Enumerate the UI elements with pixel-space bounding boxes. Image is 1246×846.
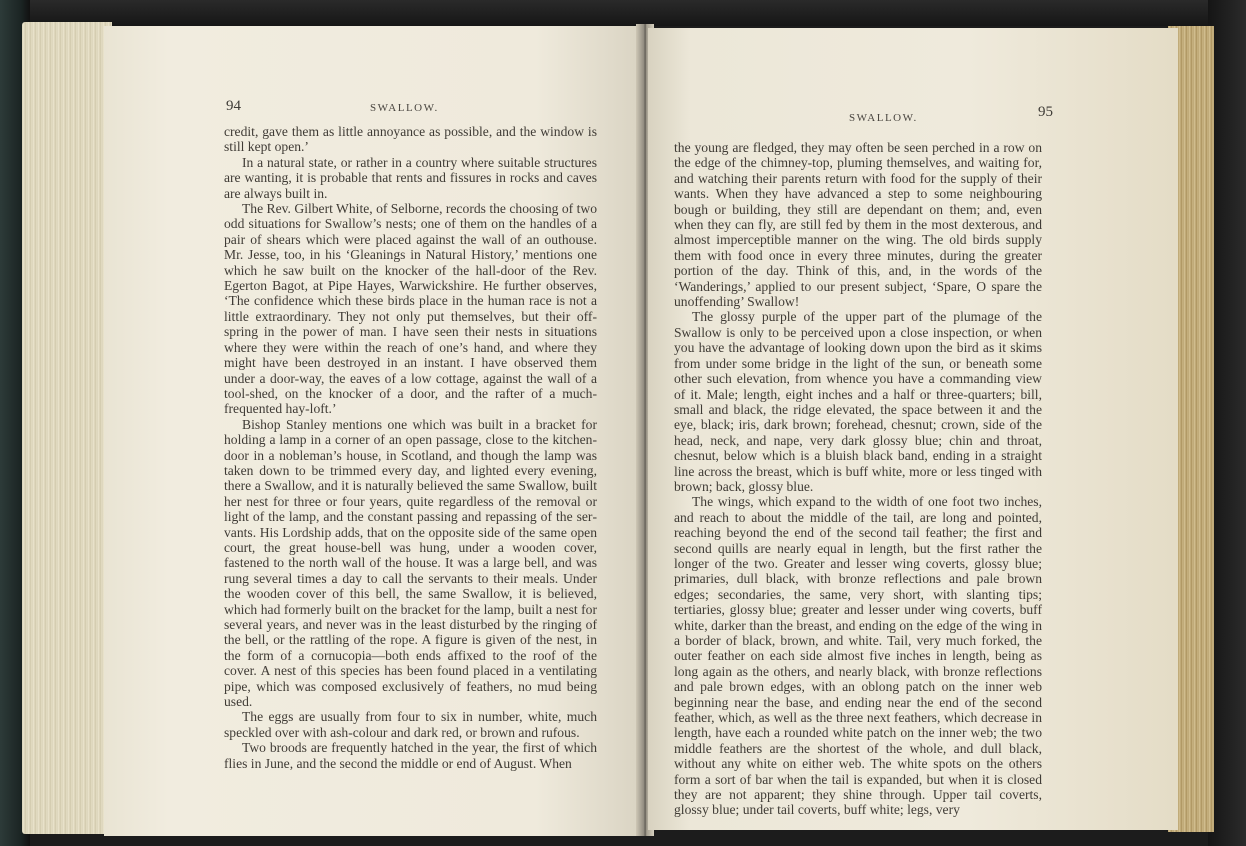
- left-page-stack-edge: [22, 22, 112, 834]
- left-page-body: [224, 124, 597, 771]
- paragraph: Bishop Stanley mentions one which was built in a bracket for holding a lamp in a corner of an open passage, close to the kitchen-door in a nobleman’s house, in Scotland, and though the lamp was taken down to be trimmed every day, and lighted every evening, there a Swallow, and it is naturally believed the same Swallow, built her nest for three or four years, quite regardless of the removal or light of the lamp, and the constant passing and repassing of the servants. His Lordship adds, that on the opposite side of the same open court, the great house-bell was hung, under a wooden cover, fastened to the north wall of the house. It was a large bell, and was rung several times a day to call the servants to their meals. Under the wooden cover of this bell, the same Swallow, it is believed, which had formerly built on the bracket for the lamp, built a nest for several years, and never was in the least disturbed by the ringing of the bell, or the rattling of the rope. A figure is given of the nest, in the form of a cornucopia—both ends affixed to the roof of the cover. A nest of this species has been found placed in a ventilating pipe, which was composed exclusively of feathers, no mud being used.: [224, 416, 597, 710]
- left-page: [104, 26, 644, 836]
- book-cover-top: [0, 0, 1246, 26]
- left-running-head: SWALLOW.: [370, 102, 439, 114]
- paragraph: The Rev. Gilbert White, of Selborne, records the choosing of two odd situations for Swallow’s nests; one of them on the handles of a pair of shears which were placed against the wall of an outhouse. Mr. Jesse, too, in his ‘Gleanings in Natural History,’ mentions one which he saw built on the knocker of the hall-door of the Rev. Egerton Bagot, at Pipe Hayes, Warwickshire. He further observes, ‘The confidence which these birds place in the human race is not a little extraordinary. They not only put themselves, but their offspring in the power of man. I have seen their nests in situations where they were within the reach of one’s hand, and where they might have been destroyed in an instant. I have observed them under a door-way, the eaves of a low cottage, against the wall of a tool-shed, on the knocker of a door, and the rafter of a much-frequented hay-loft.’: [224, 201, 597, 417]
- paragraph: The eggs are usually from four to six in number, white, much speckled over with ash-colour and dark red, or brown and rufous.: [224, 709, 597, 740]
- paragraph: The wings, which expand to the width of one foot two inches, and reach to about the middle of the tail, are long and pointed, reaching beyond the end of the second tail feather; the first and second quills are nearly equal in length, but the first rather the longer of the two. Greater and lesser wing coverts, glossy blue; primaries, dull black, with bronze reflections and pale brown edges; secondaries, the same, very short, with slanting tips; tertiaries, glossy blue; greater and lesser under wing coverts, buff white, darker than the breast, and ending on the edge of the wing in a border of black, brown, and white. Tail, very much forked, the outer feather on each side almost five inches in length, being as long again as the others, and nearly black, with bronze reflections and pale brown edges, with an oblong patch on the inner web beginning near the base, and ending near the end of the second feather, which, as well as the three next feathers, which decrease in length, have each a rounded white patch on the inner web; the two middle feathers are the shortest of the whole, and dull black, without any white on either web. The white spots on the others form a sort of bar when the tail is expanded, but when it is closed they are not apparent; they shine through. Upper tail coverts, glossy blue; under tail coverts, buff white; legs, very: [674, 494, 1042, 818]
- paragraph: In a natural state, or rather in a country where suitable structures are wanting, it is probable that rents and fissures in rocks and caves are always built in.: [224, 154, 597, 201]
- paragraph: the young are fledged, they may often be seen perched in a row on the edge of the chimney-top, pluming themselves, and waiting for, and watching their parents return with food for the supply of their wants. When they have advanced a step to some neighbouring bough or building, they still are dependant on them; and, even when they can fly, are still fed by them in the most dexterous, and almost imperceptible manner on the wing. The old birds supply them with food once in every three minutes, during the greater portion of the day. Think of this, and, in the words of the ‘Wanderings,’ applied to our present subject, ‘Spare, O spare the unoffending’ Swallow!: [674, 140, 1042, 310]
- left-page-number: 94: [226, 98, 241, 114]
- paragraph: credit, gave them as little annoyance as possible, and the window is still kept open.’: [224, 124, 597, 155]
- paragraph: The glossy purple of the upper part of the plumage of the Swallow is only to be perceived upon a close inspection, or when you have the advantage of looking down upon the bird as it skims from under some bridge in the light of the sun, or beneath some other such elevation, from whence you have a commanding view of it. Male; length, eight inches and a half or three-quarters; bill, small and black, the ridge elevated, the space between it and the eye, black; iris, dark brown; forehead, chesnut; crown, side of the head, neck, and nape, very dark glossy blue; chin and throat, chesnut, below which is a bluish black band, ending in a straight line across the breast, which is buff white, more or less tinged with brown; back, glossy blue.: [674, 309, 1042, 494]
- right-page: [648, 28, 1178, 830]
- right-running-head: SWALLOW.: [849, 112, 918, 124]
- right-page-body: [674, 140, 1042, 818]
- right-page-number: 95: [1038, 104, 1053, 120]
- paragraph: Two broods are frequently hatched in the year, the first of which flies in June, and the second the middle or end of August. When: [224, 740, 597, 771]
